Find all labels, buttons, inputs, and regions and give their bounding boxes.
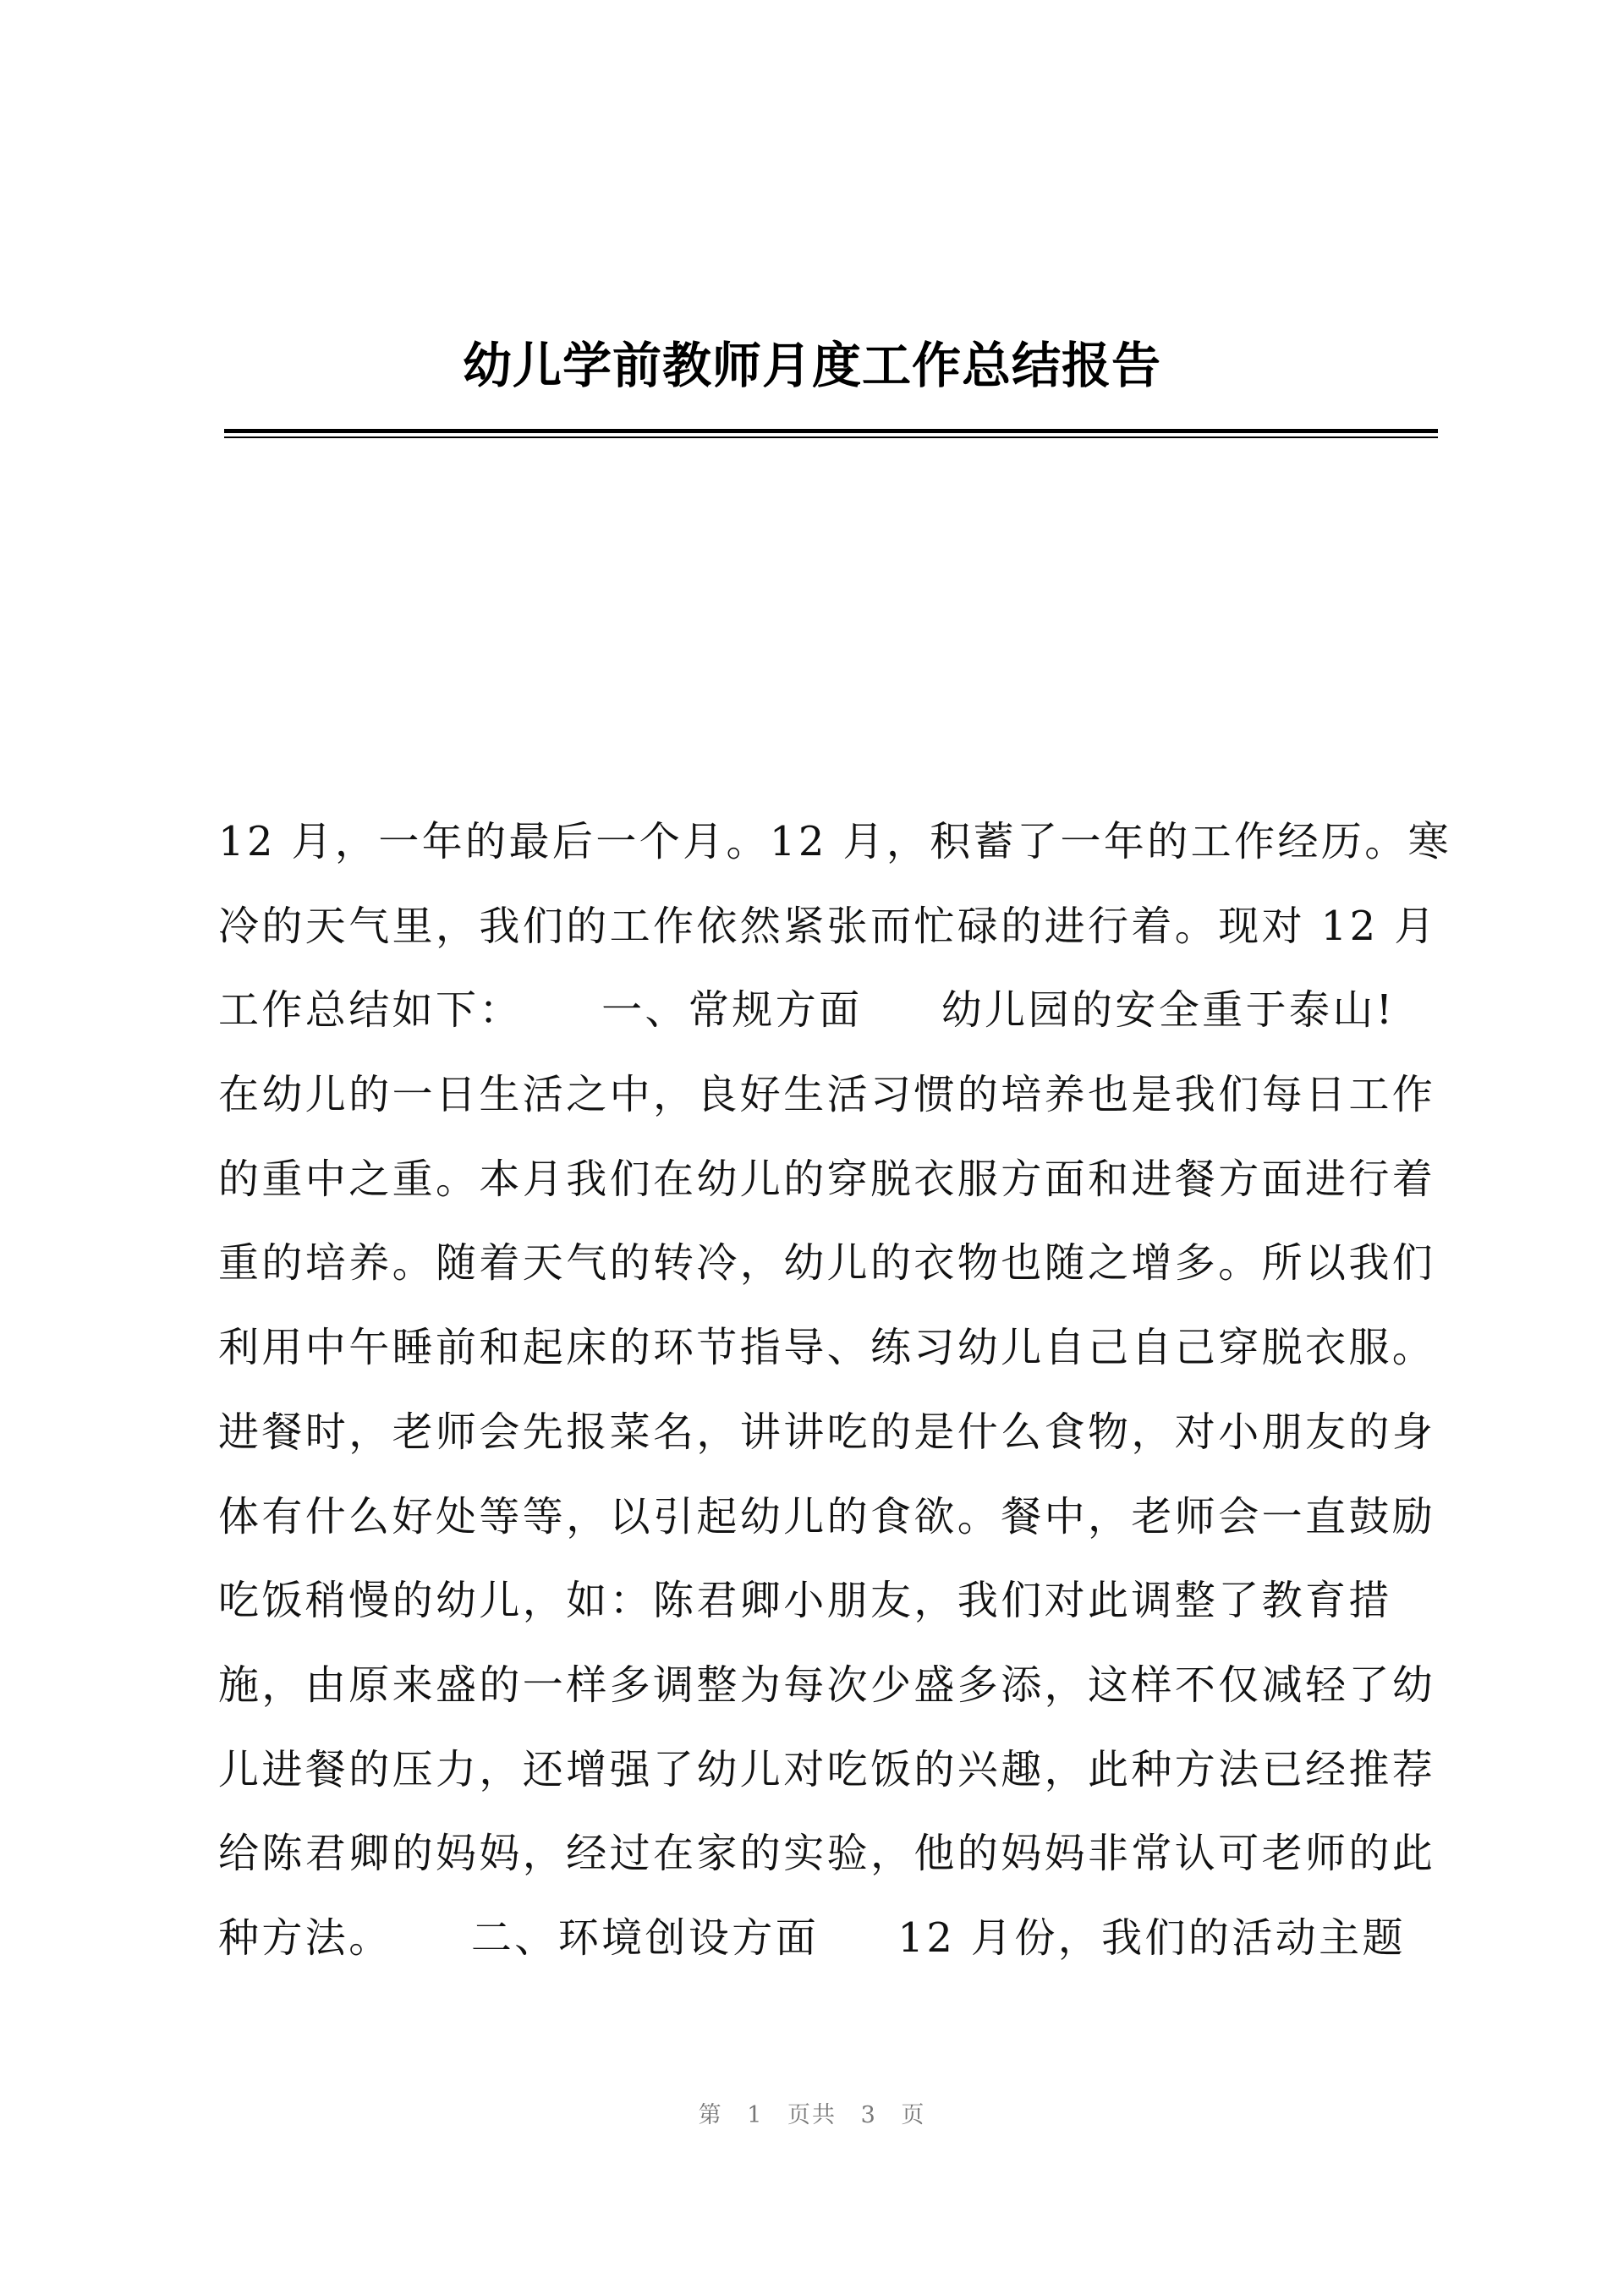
body-line: 进餐时，老师会先报菜名，讲讲吃的是什么食物，对小朋友的身 <box>218 1408 1436 1456</box>
body-line: 儿进餐的压力，还增强了幼儿对吃饭的兴趣，此种方法已经推荐 <box>218 1745 1436 1793</box>
body-line: 种方法。 二、环境创设方面 12 月份，我们的活动主题 <box>218 1913 1406 1962</box>
document-body <box>218 808 1452 1989</box>
body-line: 的重中之重。本月我们在幼儿的穿脱衣服方面和进餐方面进行着 <box>218 1155 1436 1203</box>
body-line: 冷的天气里，我们的工作依然紧张而忙碌的进行着。现对 12 月 <box>218 902 1438 950</box>
body-line: 12 月，一年的最后一个月。12 月，积蓄了一年的工作经历。寒 <box>218 818 1452 865</box>
body-line: 重的培养。随着天气的转冷，幼儿的衣物也随之增多。所以我们 <box>218 1239 1436 1288</box>
document-title: 幼儿学前教师月度工作总结报告 <box>462 337 1161 394</box>
body-line: 利用中午睡前和起床的环节指导、练习幼儿自己自己穿脱衣服。 <box>218 1324 1436 1372</box>
body-line: 施，由原来盛的一样多调整为每次少盛多添，这样不仅减轻了幼 <box>218 1661 1436 1709</box>
page-number-footer: 第 1 页共 3 页 <box>698 2102 926 2128</box>
body-line: 吃饭稍慢的幼儿，如：陈君卿小朋友，我们对此调整了教育措 <box>218 1577 1392 1625</box>
body-line: 工作总结如下： 一、常规方面 幼儿园的安全重于泰山! <box>218 986 1396 1035</box>
body-line: 在幼儿的一日生活之中，良好生活习惯的培养也是我们每日工作 <box>218 1071 1436 1119</box>
title-divider-thick <box>224 429 1438 433</box>
title-divider-thin <box>224 436 1438 438</box>
body-line: 体有什么好处等等，以引起幼儿的食欲。餐中，老师会一直鼓励 <box>218 1492 1436 1540</box>
body-line: 给陈君卿的妈妈，经过在家的实验，他的妈妈非常认可老师的此 <box>218 1830 1436 1878</box>
